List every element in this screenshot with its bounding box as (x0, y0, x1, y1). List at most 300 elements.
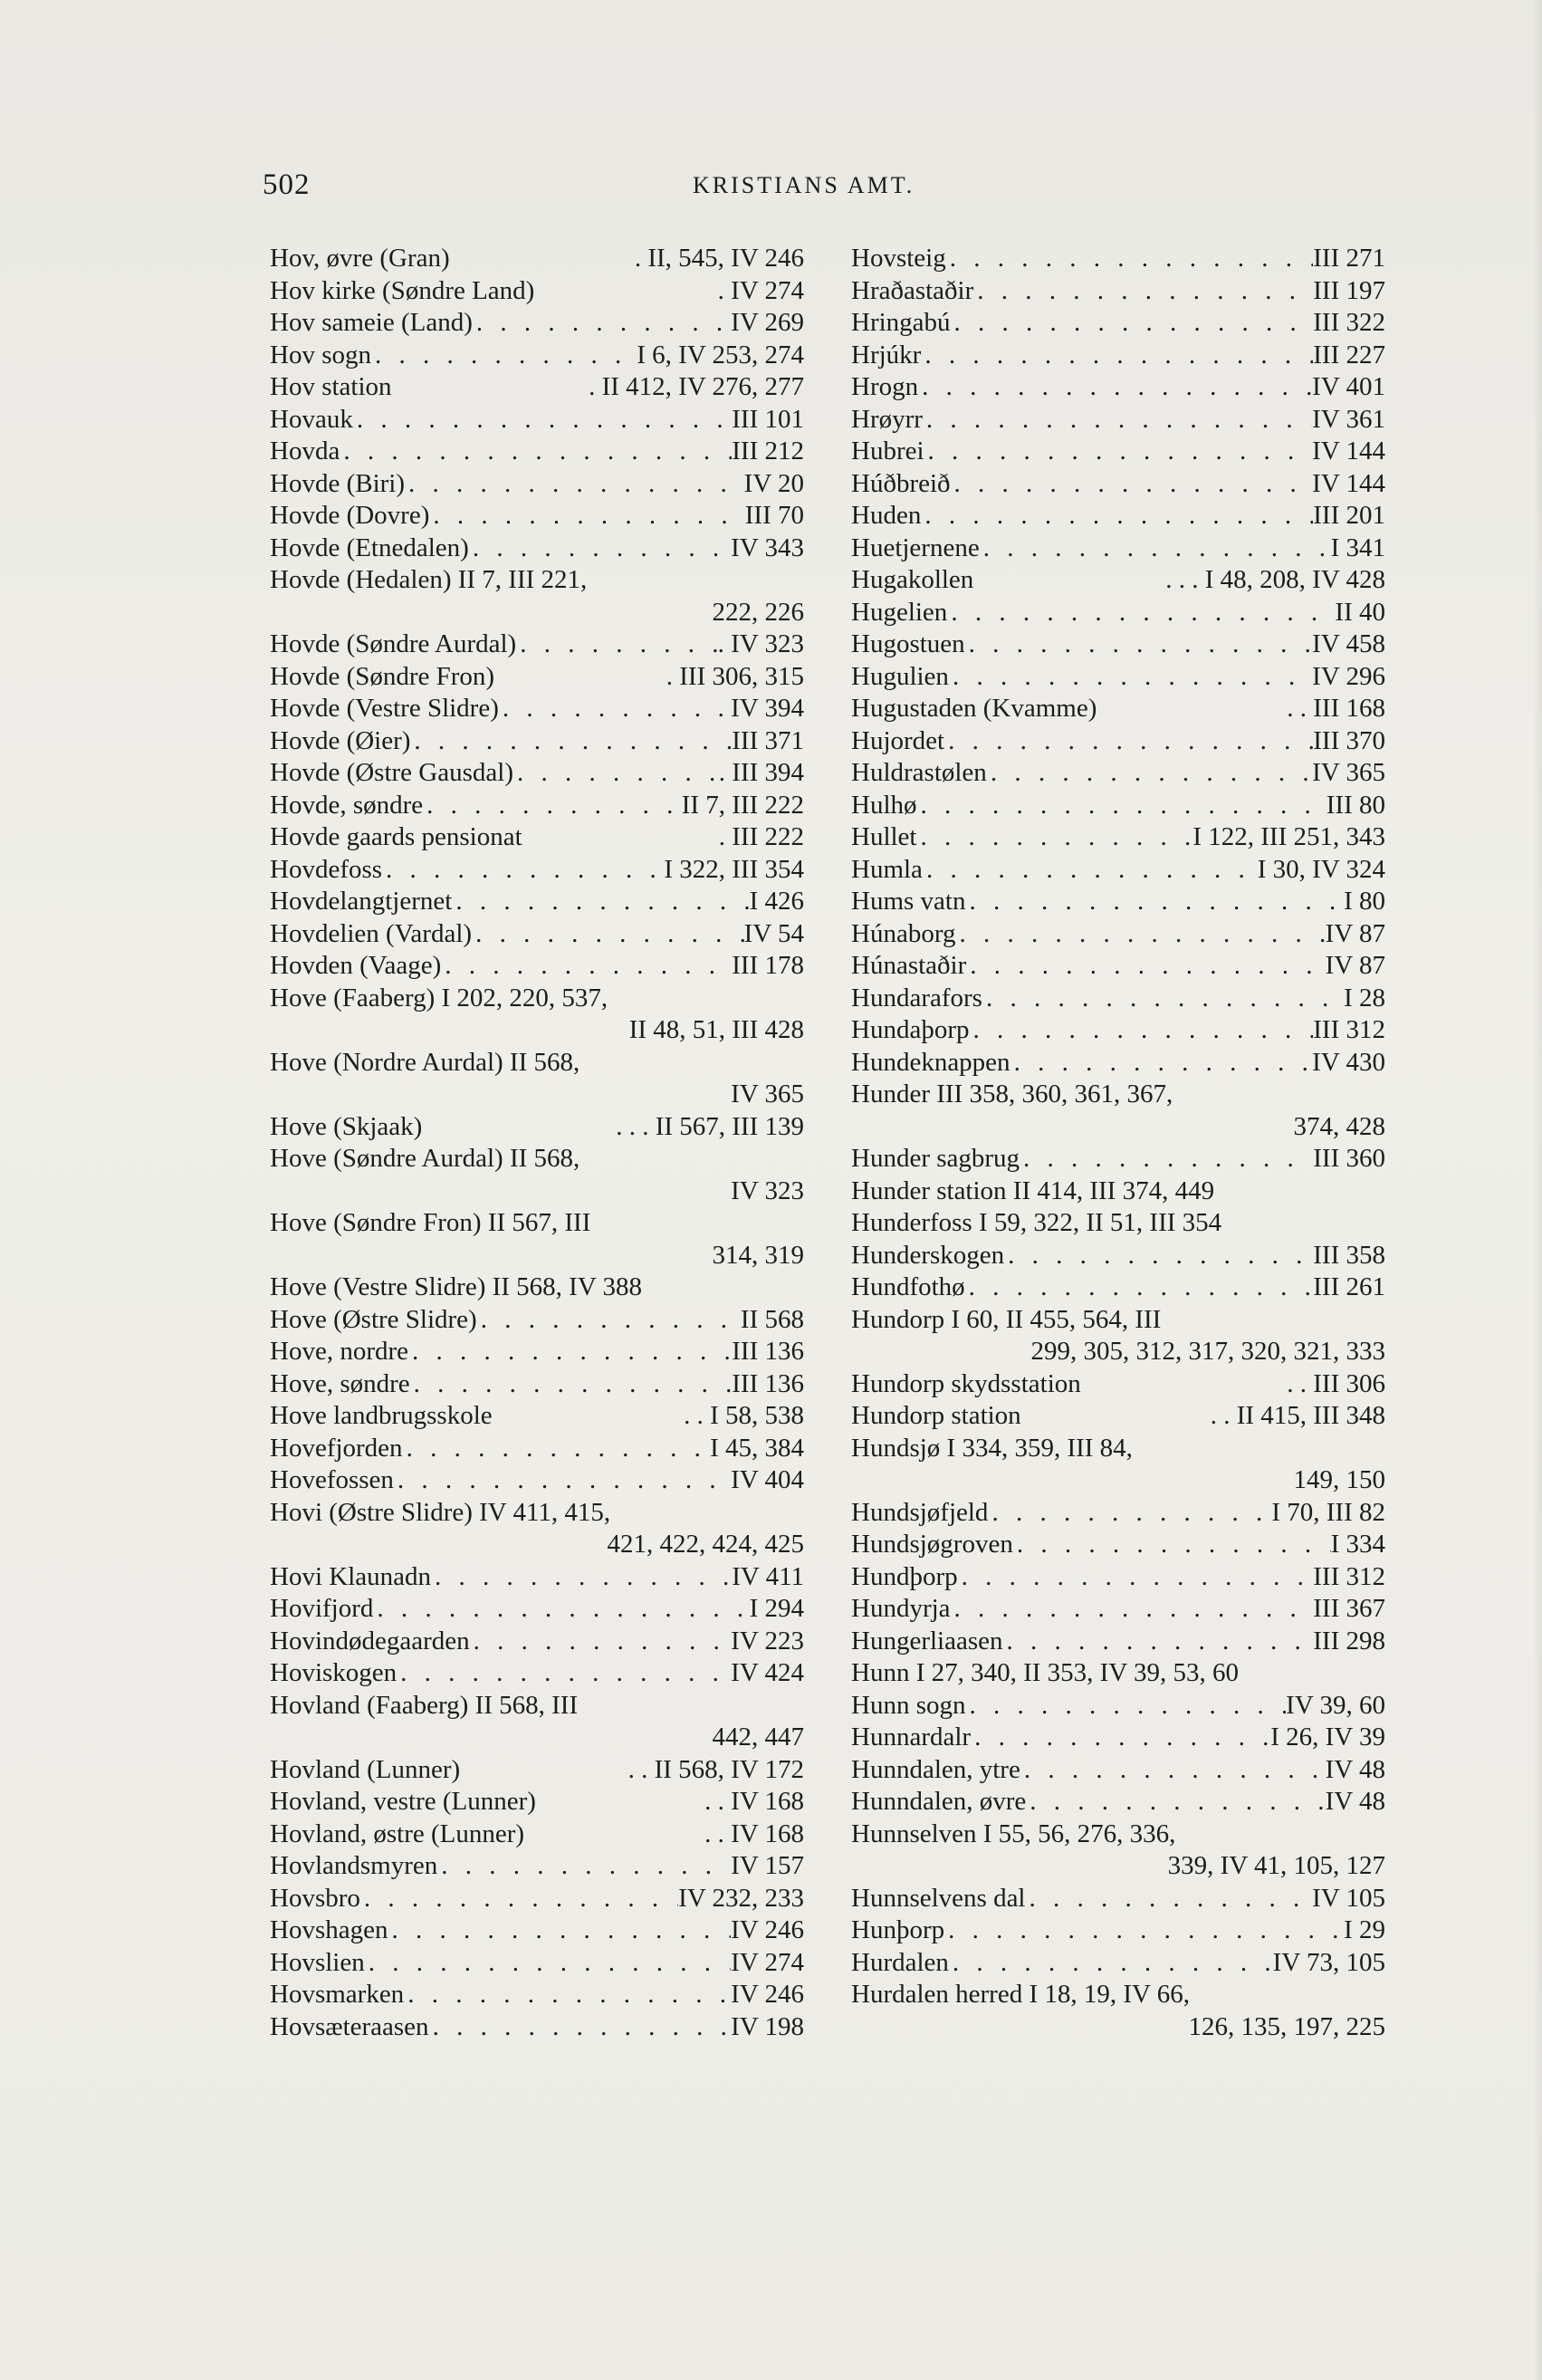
entry-reference: III 322 (1313, 308, 1385, 337)
entry-name: Hove, søndre (270, 1368, 410, 1398)
index-entry-continuation: 126, 135, 197, 225 (1188, 2011, 1385, 2041)
dot-leader (944, 725, 1313, 758)
entry-name: Hovda (270, 437, 340, 465)
index-entry (851, 1979, 1385, 2011)
index-entry (851, 1657, 1385, 1690)
entry-name: Hove (Nordre Aurdal) II 568, (270, 1047, 580, 1077)
dot-leader (405, 468, 744, 501)
index-entry (851, 243, 1385, 275)
entry-name: Hunderskogen (851, 1240, 1005, 1270)
entry-name: Hovde (Vestre Slidre) (270, 694, 499, 723)
page-header (0, 168, 1542, 205)
entry-reference: IV 73, 105 (1272, 1947, 1385, 1977)
entry-reference: III 70 (744, 501, 804, 530)
dot-leader (1020, 1143, 1313, 1176)
entry-name: Hunn I 27, 340, II 353, IV 39, 53, 60 (851, 1658, 1239, 1687)
dot-leader (404, 1979, 731, 2011)
entry-name: Hovde (Øier) (270, 725, 411, 755)
index-entry (851, 886, 1385, 918)
index-entry (270, 1143, 804, 1176)
entry-name: Hrøyrr (851, 404, 923, 434)
index-entry (270, 725, 804, 758)
entry-reference: IV 246 (731, 1915, 804, 1944)
entry-name: Hove (Skjaak) (270, 1111, 423, 1141)
index-entry (851, 307, 1385, 340)
entry-reference: III 371 (732, 725, 804, 755)
entry-reference: I 122, III 251, 343 (1192, 822, 1385, 851)
entry-reference: . IV 394 (717, 694, 804, 723)
entry-name: Hringabú (851, 308, 951, 337)
entry-name: Hulhø (851, 790, 917, 820)
index-entry (851, 1529, 1385, 1561)
entry-name: Hundsjøgroven (851, 1530, 1013, 1559)
entry-name: Hundeknappen (851, 1047, 1010, 1077)
dot-leader (923, 404, 1312, 437)
entry-reference: III 271 (1313, 244, 1385, 273)
index-entry (270, 1883, 804, 1915)
entry-name: Hovdefoss (270, 854, 383, 884)
entry-name: Hugustaden (Kvamme) (851, 694, 1097, 723)
entry-reference: IV 48 (1325, 1754, 1385, 1784)
dot-leader (513, 757, 719, 790)
dot-leader (982, 983, 1344, 1015)
dot-leader (971, 1722, 1270, 1754)
index-entry (270, 1400, 804, 1433)
dot-leader (949, 1947, 1273, 1980)
dot-leader (441, 950, 732, 983)
entry-name: Hovefjorden (270, 1433, 403, 1463)
entry-name: Hovde (Søndre Fron) (270, 661, 495, 691)
entry-reference: . . IV 168 (704, 1787, 804, 1816)
index-entry (270, 1754, 804, 1787)
index-entry (270, 1272, 804, 1304)
index-entry (270, 307, 804, 340)
index-entry (851, 821, 1385, 854)
entry-reference: III 358 (1313, 1240, 1385, 1270)
entry-name: Hov station (270, 372, 392, 401)
dot-leader (410, 1368, 733, 1401)
index-entry (270, 1850, 804, 1883)
entry-name: Hunndalen, øvre (851, 1787, 1027, 1816)
dot-leader (388, 1915, 731, 1947)
entry-name: Hugostuen (851, 629, 965, 658)
entry-reference: IV 458 (1312, 629, 1385, 658)
dot-leader (918, 371, 1312, 404)
entry-name: Hundorp I 60, II 455, 564, III (851, 1304, 1162, 1334)
index-entry-continuation: 299, 305, 312, 317, 320, 321, 333 (1030, 1337, 1385, 1366)
entry-reference: I 426 (749, 887, 804, 916)
dot-leader (472, 918, 744, 951)
entry-name: Hov kirke (Søndre Land) (270, 275, 535, 305)
entry-name: Húnastaðir (851, 951, 967, 980)
entry-name: Hove (Faaberg) I 202, 220, 537, (270, 983, 608, 1012)
entry-reference: . III 222 (718, 822, 804, 851)
dot-leader (410, 725, 732, 758)
entry-name: Hovden (Vaage) (270, 951, 442, 980)
dot-leader (516, 629, 717, 661)
index-entry (851, 1883, 1385, 1915)
entry-name: Hullet (851, 822, 917, 851)
entry-name: Hovsbro (270, 1883, 360, 1913)
index-entry (270, 436, 804, 468)
index-entry (270, 533, 804, 565)
index-entry (851, 1143, 1385, 1176)
entry-reference: IV 365 (1312, 758, 1385, 787)
index-entry (851, 1690, 1385, 1723)
entry-reference: I 341 (1330, 533, 1385, 562)
index-entry (270, 340, 804, 372)
index-entry (270, 950, 804, 983)
dot-leader (431, 1561, 732, 1594)
index-entry (851, 1819, 1385, 1851)
entry-name: Hundorp station (851, 1401, 1021, 1430)
index-entry (851, 1497, 1385, 1530)
running-title: KRISTIANS AMT. (693, 172, 915, 198)
entry-name: Hums vatn (851, 887, 966, 916)
entry-reference: II 40 (1335, 597, 1385, 627)
entry-reference: . . IV 168 (704, 1819, 804, 1848)
entry-name: Hunder III 358, 360, 361, 367, (851, 1080, 1173, 1108)
index-entry (270, 1336, 804, 1368)
dot-leader (955, 918, 1325, 951)
entry-name: Hunder sagbrug (851, 1144, 1020, 1173)
dot-leader (951, 468, 1313, 501)
entry-name: Hove (Søndre Aurdal) II 568, (270, 1144, 580, 1173)
entry-reference: IV 144 (1312, 437, 1385, 465)
entry-name: Hovauk (270, 404, 353, 434)
entry-name: Hunþorp (851, 1915, 945, 1944)
index-entry (270, 790, 804, 822)
dot-leader (965, 886, 1344, 918)
entry-reference: III 178 (732, 951, 804, 980)
index-entry (851, 1626, 1385, 1658)
entry-reference: III 367 (1313, 1594, 1385, 1623)
dot-leader (365, 1947, 731, 1980)
entry-name: Hove (Søndre Fron) II 567, III (270, 1208, 591, 1237)
entry-reference: III 227 (1313, 340, 1385, 369)
dot-leader (946, 243, 1314, 275)
entry-reference: I 70, III 82 (1271, 1497, 1385, 1527)
index-entry (270, 564, 804, 597)
index-entry-continuation: 374, 428 (1293, 1111, 1385, 1141)
dot-leader (1013, 1529, 1331, 1561)
entry-reference: . . I 58, 538 (684, 1401, 804, 1430)
entry-name: Hove (Vestre Slidre) II 568, IV 388 (270, 1272, 643, 1301)
index-entry (270, 1207, 804, 1240)
entry-name: Hunn sogn (851, 1690, 966, 1720)
index-entry (270, 854, 804, 887)
entry-reference: . . II 568, IV 172 (627, 1754, 804, 1784)
index-entry (270, 629, 804, 661)
dot-leader (499, 693, 718, 725)
entry-name: Hovslien (270, 1947, 365, 1977)
entry-name: Hunderfoss I 59, 322, II 51, III 354 (851, 1208, 1222, 1237)
index-entry (270, 693, 804, 725)
entry-reference: . . III 306 (1287, 1368, 1385, 1398)
index-entry (851, 371, 1385, 404)
entry-reference: III 197 (1313, 275, 1385, 305)
dot-leader (965, 1272, 1314, 1304)
entry-reference: IV 87 (1325, 951, 1385, 980)
entry-reference: . . . I 48, 208, IV 428 (1165, 565, 1385, 594)
entry-name: Hovland (Lunner) (270, 1754, 461, 1784)
entry-name: Huldrastølen (851, 758, 987, 787)
dot-leader (924, 436, 1313, 468)
dot-leader (958, 1561, 1314, 1594)
entry-name: Hovde, søndre (270, 790, 424, 820)
index-entry-continuation: IV 365 (731, 1080, 804, 1108)
entry-name: Hovshagen (270, 1915, 388, 1944)
entry-reference: I 294 (749, 1594, 804, 1623)
entry-name: Hurdalen herred I 18, 19, IV 66, (851, 1980, 1190, 2009)
entry-reference: III 312 (1313, 1561, 1385, 1591)
index-entry (851, 1593, 1385, 1626)
index-entry (851, 1047, 1385, 1080)
index-entry (851, 564, 1385, 597)
dot-leader (1026, 1786, 1325, 1819)
page-number: 502 (263, 168, 311, 201)
index-entry (851, 790, 1385, 822)
entry-name: Hovde gaards pensionat (270, 822, 522, 851)
dot-leader (403, 1433, 711, 1465)
page-edge-shadow (1533, 0, 1542, 2380)
entry-reference: III 136 (732, 1368, 804, 1398)
entry-reference: III 80 (1326, 790, 1385, 820)
entry-reference: . IV 323 (717, 629, 804, 658)
entry-name: Hovde (Østre Gausdal) (270, 758, 513, 787)
entry-reference: I 28 (1344, 983, 1385, 1012)
index-column-right (851, 243, 1385, 2043)
dot-leader (917, 821, 1193, 854)
entry-reference: III 312 (1313, 1015, 1385, 1044)
entry-name: Hovsmarken (270, 1980, 405, 2009)
index-entry-continuation: 149, 150 (1293, 1465, 1385, 1494)
index-entry-continuation: 314, 319 (712, 1240, 804, 1270)
entry-name: Hovdelangtjernet (270, 887, 453, 916)
entry-name: Hundaþorp (851, 1015, 970, 1044)
index-entry-continuation: 222, 226 (712, 597, 804, 627)
entry-name: Hraðastaðir (851, 275, 974, 305)
entry-reference: I 334 (1330, 1530, 1385, 1559)
entry-reference: IV 87 (1325, 918, 1385, 948)
index-entry (270, 1561, 804, 1594)
index-entry (270, 1111, 804, 1144)
index-entry (851, 1947, 1385, 1980)
entry-reference: IV 48 (1325, 1787, 1385, 1816)
entry-name: Hov sameie (Land) (270, 308, 473, 337)
entry-reference: IV 401 (1312, 372, 1385, 401)
entry-name: Hovi (Østre Slidre) IV 411, 415, (270, 1497, 611, 1527)
index-entry (270, 1786, 804, 1819)
entry-name: Hove landbrugsskole (270, 1401, 493, 1430)
entry-name: Hovde (Etnedalen) (270, 533, 469, 562)
index-entry (851, 983, 1385, 1015)
index-entry (851, 404, 1385, 437)
entry-reference: I 6, IV 253, 274 (637, 340, 804, 369)
index-entry (851, 1304, 1385, 1337)
entry-name: Hugelien (851, 597, 948, 627)
index-entry (270, 983, 804, 1015)
index-entry (851, 1561, 1385, 1594)
entry-name: Hundþorp (851, 1561, 958, 1591)
entry-reference: III 360 (1313, 1144, 1385, 1173)
dot-leader (473, 307, 731, 340)
index-entry (851, 1915, 1385, 1947)
index-entry (851, 1272, 1385, 1304)
index-entry (851, 1079, 1385, 1111)
entry-reference: IV 20 (743, 468, 804, 498)
dot-leader (921, 500, 1313, 533)
index-entry (270, 404, 804, 437)
dot-leader (951, 307, 1314, 340)
index-entry (851, 1014, 1385, 1047)
entry-name: Hovde (Søndre Aurdal) (270, 629, 517, 658)
entry-reference: IV 296 (1312, 661, 1385, 691)
index-entry (851, 661, 1385, 694)
index-entry (851, 597, 1385, 629)
entry-reference: I 30, IV 324 (1257, 854, 1385, 884)
index-entry (851, 950, 1385, 983)
dot-leader (382, 854, 664, 887)
entry-name: Hovifjord (270, 1594, 374, 1623)
entry-reference: IV 157 (731, 1851, 804, 1880)
entry-reference: III 370 (1313, 725, 1385, 755)
entry-reference: . . . II 567, III 139 (616, 1111, 804, 1141)
entry-name: Hundsjøfjeld (851, 1497, 989, 1527)
dot-leader (987, 757, 1312, 790)
entry-reference: IV 39, 60 (1286, 1690, 1385, 1720)
index-entry (270, 243, 804, 275)
dot-leader (373, 1593, 749, 1626)
index-entry (851, 725, 1385, 758)
dot-leader (944, 1915, 1344, 1947)
dot-leader (423, 790, 682, 822)
entry-name: Hovlandsmyren (270, 1851, 438, 1880)
entry-name: Hugakollen (851, 565, 974, 594)
entry-name: Hovland (Faaberg) II 568, III (270, 1690, 579, 1720)
entry-name: Hundarafors (851, 983, 982, 1012)
entry-name: Hungerliaasen (851, 1626, 1003, 1655)
dot-leader (360, 1883, 678, 1915)
dot-leader (470, 1626, 732, 1658)
entry-reference: IV 411 (732, 1561, 804, 1591)
index-entry (270, 1979, 804, 2011)
entry-name: Hovland, vestre (Lunner) (270, 1787, 536, 1816)
entry-name: Hovde (Biri) (270, 468, 405, 498)
index-entry (851, 1207, 1385, 1240)
index-entry (851, 436, 1385, 468)
index-entry (270, 1304, 804, 1337)
dot-leader (921, 340, 1313, 372)
entry-reference: . II 412, IV 276, 277 (589, 372, 804, 401)
index-entry (270, 275, 804, 308)
index-entry (270, 371, 804, 404)
entry-name: Hovsæteraasen (270, 2011, 429, 2041)
entry-reference: IV 361 (1312, 404, 1385, 434)
dot-leader (947, 597, 1335, 629)
entry-reference: IV 223 (731, 1626, 804, 1655)
dot-leader (1020, 1754, 1326, 1787)
index-entry (851, 275, 1385, 308)
entry-reference: IV 404 (731, 1465, 804, 1494)
entry-reference: IV 269 (731, 308, 804, 337)
entry-name: Hunnardalr (851, 1723, 972, 1751)
entry-name: Hubrei (851, 437, 924, 465)
index-entry (270, 757, 804, 790)
index-entry (270, 1915, 804, 1947)
entry-reference: IV 430 (1312, 1047, 1385, 1077)
entry-name: Huden (851, 501, 922, 530)
index-entry (270, 1047, 804, 1080)
dot-leader (1004, 1240, 1313, 1272)
entry-name: Hovland, østre (Lunner) (270, 1819, 525, 1848)
entry-reference: IV 343 (731, 533, 804, 562)
index-entry (270, 1464, 804, 1497)
dot-leader (397, 1657, 731, 1690)
entry-reference: I 26, IV 39 (1270, 1723, 1385, 1751)
dot-leader (1010, 1047, 1313, 1080)
entry-reference: III 298 (1313, 1626, 1385, 1655)
index-entry-continuation: 421, 422, 424, 425 (607, 1530, 804, 1559)
entry-name: Hovefossen (270, 1465, 394, 1494)
index-entry (851, 629, 1385, 661)
index-entry-continuation: 339, IV 41, 105, 127 (1167, 1851, 1385, 1880)
entry-reference: IV 424 (731, 1658, 804, 1687)
dot-leader (394, 1464, 731, 1497)
index-entry (270, 500, 804, 533)
entry-reference: IV 144 (1312, 468, 1385, 498)
index-entry (851, 468, 1385, 501)
index-entry (851, 533, 1385, 565)
dot-leader (429, 500, 744, 533)
entry-reference: III 212 (732, 437, 804, 465)
entry-reference: . II, 545, IV 246 (634, 244, 804, 273)
dot-leader (408, 1336, 732, 1368)
dot-leader (980, 533, 1331, 565)
entry-reference: . III 306, 315 (666, 661, 804, 691)
index-entry (851, 1176, 1385, 1208)
dot-leader (1026, 1883, 1313, 1915)
entry-reference: III 101 (732, 404, 804, 434)
entry-reference: . . III 168 (1287, 694, 1385, 723)
index-entry (270, 661, 804, 694)
entry-name: Hunnselvens dal (851, 1883, 1026, 1913)
dot-leader (340, 436, 732, 468)
entry-reference: III 261 (1313, 1272, 1385, 1301)
index-entry (270, 821, 804, 854)
entry-reference: IV 198 (731, 2011, 804, 2041)
dot-leader (452, 886, 749, 918)
entry-name: Hujordet (851, 725, 945, 755)
index-entry (270, 1433, 804, 1465)
dot-leader (966, 950, 1325, 983)
entry-reference: . IV 274 (717, 275, 804, 305)
index-entry (851, 693, 1385, 725)
index-entry (851, 1722, 1385, 1754)
dot-leader (371, 340, 637, 372)
entry-reference: IV 54 (743, 918, 804, 948)
entry-reference: I 29 (1344, 1915, 1385, 1944)
dot-leader (469, 533, 731, 565)
index-column-left (270, 243, 804, 2043)
dot-leader (437, 1850, 731, 1883)
entry-reference: I 80 (1344, 887, 1385, 916)
entry-name: Hovi Klaunadn (270, 1561, 431, 1591)
index-entry (851, 1754, 1385, 1787)
entry-reference: IV 232, 233 (678, 1883, 804, 1913)
entry-reference: I 322, III 354 (664, 854, 804, 884)
index-entry (270, 918, 804, 951)
